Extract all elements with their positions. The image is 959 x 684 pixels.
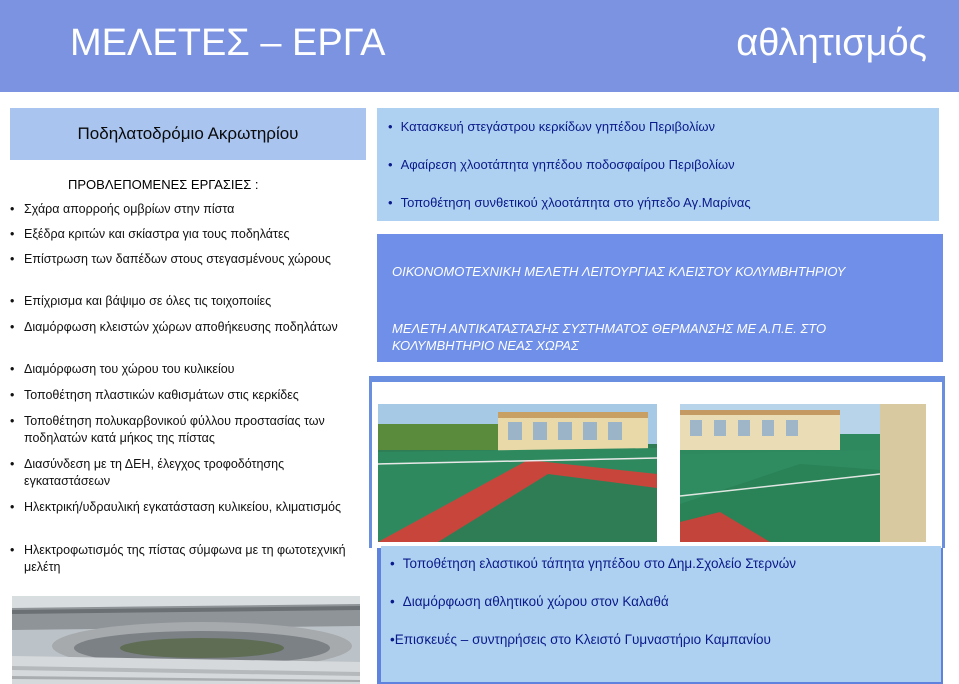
list-item: • Επίστρωση των δαπέδων στους στεγασμένους χώρους <box>10 252 331 266</box>
list-item: • Διαμόρφωση κλειστών χώρων αποθήκευσης ποδηλάτων <box>10 320 338 334</box>
left-heading-box <box>10 108 366 160</box>
list-item: • Κατασκευή στεγάστρου κερκίδων γηπέδου Περιβολίων <box>388 119 716 134</box>
list-item: • Επίχρισμα και βάψιμο σε όλες τις τοιχοποιίες <box>10 294 272 308</box>
list-item: •Επισκευές – συντηρήσεις στο Κλειστό Γυμναστήριο Καμπανίου <box>390 632 771 647</box>
list-item: • Σχάρα απορροής ομβρίων στην πίστα <box>10 202 235 216</box>
list-item: • Διασύνδεση με τη ΔΕΗ, έλεγχος τροφοδότησης εγκαταστάσεων <box>10 457 285 488</box>
list-item: • Τοποθέτηση συνθετικού χλοοτάπητα στο γήπεδο Αγ.Μαρίνας <box>388 195 751 210</box>
pool-study-item: ΜΕΛΕΤΗ ΑΝΤΙΚΑΤΑΣΤΑΣΗΣ ΣΥΣΤΗΜΑΤΟΣ ΘΕΡΜΑΝΣΗΣ ΜΕ Α.Π.Ε. ΣΤΟ ΚΟΛΥΜΒΗΤΗΡΙΟ ΝΕΑΣ ΧΩΡΑΣ <box>392 321 827 353</box>
list-item: • Ηλεκτροφωτισμός της πίστας σύμφωνα με τη φωτοτεχνική μελέτη <box>10 543 346 574</box>
list-item: • Τοποθέτηση πλαστικών καθισμάτων στις κερκίδες <box>10 388 299 402</box>
project-heading: Ποδηλατοδρόμιο Ακρωτηρίου <box>77 124 299 143</box>
list-item: • Αφαίρεση χλοοτάπητα γηπέδου ποδοσφαίρου Περιβολίων <box>388 157 735 172</box>
list-item: • Τοποθέτηση ελαστικού τάπητα γηπέδου στο Δημ.Σχολείο Στερνών <box>390 556 797 571</box>
list-item: • Διαμόρφωση του χώρου του κυλικείου <box>10 362 235 376</box>
section-title: αθλητισμός <box>736 22 927 64</box>
court-photo-1 <box>378 404 657 542</box>
page-title: ΜΕΛΕΤΕΣ – ΕΡΓΑ <box>70 22 386 64</box>
pool-study-item: ΟΙΚΟΝΟΜΟΤΕΧΝΙΚΗ ΜΕΛΕΤΗ ΛΕΙΤΟΥΡΓΙΑΣ ΚΛΕΙΣΤΟΥ ΚΟΛΥΜΒΗΤΗΡΙΟΥ <box>392 264 846 279</box>
court-photo-2 <box>680 404 926 542</box>
velodrome-photo <box>12 596 360 684</box>
list-item: • Εξέδρα κριτών και σκίαστρα για τους ποδηλάτες <box>10 227 290 241</box>
list-item: • Διαμόρφωση αθλητικού χώρου στον Καλαθά <box>390 594 669 609</box>
list-item: • Ηλεκτρική/υδραυλική εγκατάσταση κυλικείου, κλιματισμός <box>10 500 342 514</box>
list-item: • Τοποθέτηση πολυκαρβονικού φύλλου προστασίας των ποδηλατών κατά μήκος της πίστας <box>10 414 325 445</box>
planned-works-title: ΠΡΟΒΛΕΠΟΜΕΝΕΣ ΕΡΓΑΣΙΕΣ : <box>68 177 259 192</box>
